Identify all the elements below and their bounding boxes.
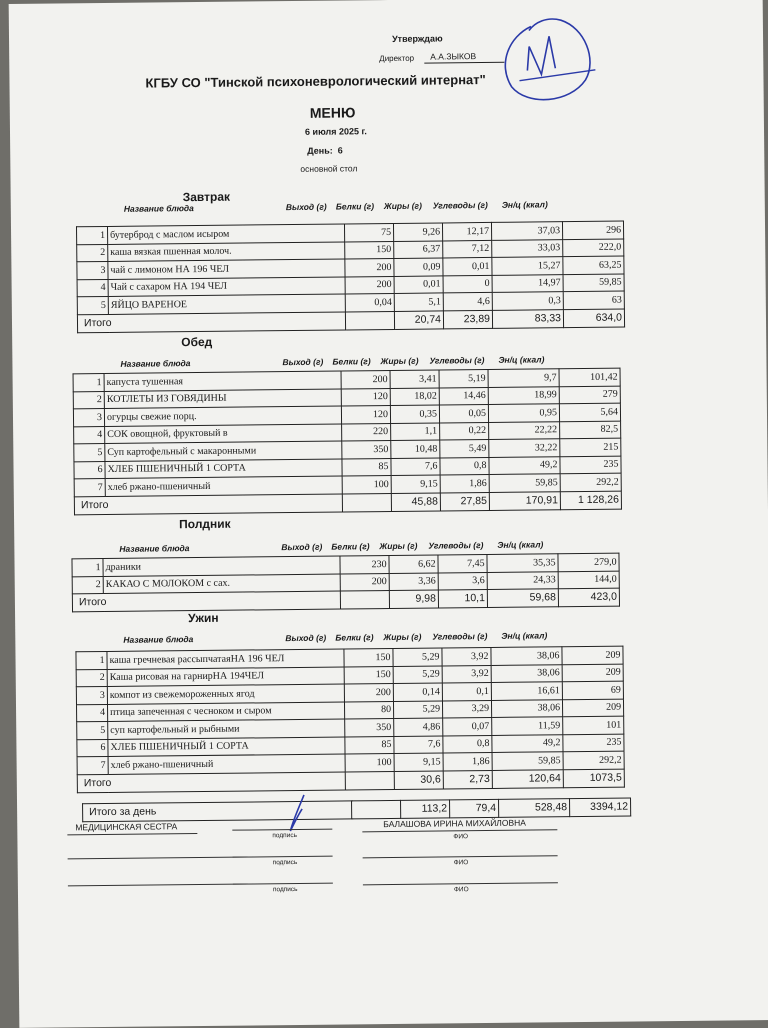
director-name: А.А.ЗЫКОВ [430,51,477,62]
dish-protein: 7,6 [394,735,443,753]
diet-type: основной стол [300,163,358,174]
dish-energy: 222,0 [563,239,624,257]
dish-carbs: 9,7 [488,369,559,387]
dish-energy: 215 [560,438,621,456]
dish-protein: 9,15 [394,753,443,771]
dish-output: 150 [344,666,393,684]
dish-output: 100 [345,753,394,771]
meal-total-output [342,493,391,512]
dish-fat: 3,92 [442,647,491,665]
day-total-output [352,800,401,819]
dish-protein: 0,09 [394,258,443,276]
dish-fat: 3,6 [438,572,487,590]
dish-name: ХЛЕБ ПШЕНИЧНЫЙ 1 СОРТА [108,736,345,756]
dish-name: каша гречневая рассыпчатаяНА 196 ЧЕЛ [107,649,344,669]
meal-total-label: Итого [74,494,342,515]
day-total-row [83,798,631,822]
column-header-carbs: Углеводы (г) [429,355,485,366]
meal-total-label: Итого [77,311,345,332]
dish-carbs: 59,85 [492,752,563,770]
dish-carbs: 49,2 [492,734,563,752]
dish-protein: 0,14 [393,683,442,701]
dish-protein: 7,6 [391,457,440,475]
dish-number: 3 [73,408,104,426]
dish-name: компот из свежемороженных ягод [107,684,344,704]
column-header-name: Название блюда [123,634,194,645]
dish-carbs: 38,06 [491,699,562,717]
dish-fat: 3,92 [442,665,491,683]
meal-total-carbs: 59,68 [487,589,558,608]
role-line-2 [68,857,248,860]
dish-fat: 12,17 [442,222,491,240]
dish-energy: 209 [562,699,623,717]
dish-output: 150 [344,648,393,666]
meal-total-protein: 20,74 [394,310,443,329]
dish-name: КОТЛЕТЫ ИЗ ГОВЯДИНЫ [104,389,341,409]
dish-number: 7 [77,756,108,774]
dish-name: Каша рисовая на гарнирНА 194ЧЕЛ [107,666,344,686]
column-header-fat: Жиры (г) [379,540,418,552]
dish-number: 1 [73,373,104,391]
dish-carbs: 49,2 [489,456,560,474]
column-header-fat: Жиры (г) [380,355,419,367]
dish-number: 4 [76,704,107,722]
dish-output: 350 [345,718,394,736]
dish-energy: 5,64 [559,403,620,421]
menu-day [307,145,343,155]
dish-number: 2 [76,669,107,687]
dish-name: птица запеченная с чесноком и сыром [107,701,344,721]
dish-fat: 4,6 [443,292,492,310]
sign-line-3 [233,883,333,885]
dish-carbs: 33,03 [492,239,563,257]
meal-table [75,646,624,793]
role-line-3 [68,884,248,887]
dish-energy: 279 [559,386,620,404]
dish-fat: 0,05 [439,404,488,422]
dish-protein: 10,48 [391,440,440,458]
meal-total-carbs: 170,91 [489,491,560,510]
dish-fat: 1,86 [443,752,492,770]
dish-energy: 279,0 [558,553,619,571]
dish-output: 200 [345,258,394,276]
column-header-protein: Белки (г) [331,541,370,552]
dish-name: Чай с сахаром НА 194 ЧЕЛ [108,276,345,296]
dish-output: 200 [340,573,389,591]
meal-total-protein: 9,98 [389,590,438,609]
dish-fat: 0,22 [440,422,489,440]
nurse-name-line [362,829,557,832]
meal-total-energy: 423,0 [558,588,619,607]
meal-table [73,368,622,515]
dish-number: 6 [74,461,105,479]
dish-number: 5 [77,721,108,739]
dish-energy: 101,42 [559,368,620,386]
dish-energy: 101 [563,716,624,734]
dish-protein: 6,62 [389,555,438,573]
dish-energy: 63 [563,291,624,309]
meal-total-fat: 23,89 [443,310,492,329]
day-total-table [82,798,631,823]
dish-fat: 0 [443,275,492,293]
dish-number: 7 [74,478,105,496]
dish-carbs: 38,06 [491,664,562,682]
meal-total-protein: 30,6 [394,770,443,789]
meal-total-output [340,591,389,610]
dish-name: ЯЙЦО ВАРЕНОЕ [108,294,345,314]
dish-number: 4 [74,426,105,444]
dish-output: 200 [344,683,393,701]
meal-total-label: Итого [72,591,340,612]
dish-fat: 0,8 [443,735,492,753]
dish-energy: 69 [562,681,623,699]
dish-energy: 235 [563,734,624,752]
meal-total-energy: 634,0 [563,309,624,328]
dish-output: 75 [344,223,393,241]
dish-protein: 5,29 [393,700,442,718]
column-header-output: Выход (г) [281,541,323,553]
dish-fat: 0,1 [442,682,491,700]
column-header-carbs: Углеводы (г) [432,630,488,642]
dish-number: 5 [74,443,105,461]
dish-output: 85 [345,736,394,754]
meal-total-label: Итого [77,771,345,792]
dish-number: 2 [77,244,108,262]
sign-caption-1: подпись [272,832,297,840]
dish-fat: 0,8 [440,457,489,475]
dish-energy: 59,85 [563,274,624,292]
day-label: День: [307,145,333,156]
dish-number: 4 [77,279,108,297]
dish-energy: 209 [562,664,623,682]
meal-total-protein: 45,88 [391,492,440,511]
dish-output: 220 [342,423,391,441]
dish-number: 3 [76,686,107,704]
column-header-carbs: Углеводы (г) [428,540,484,551]
day-value: 6 [337,145,343,156]
dish-protein: 5,29 [393,648,442,666]
dish-name: каша вязкая пшенная молоч. [108,241,345,261]
column-header-protein: Белки (г) [335,201,375,212]
dish-energy: 209 [562,646,623,664]
fio-caption-2: ФИО [453,859,469,867]
column-header-fat: Жиры (г) [383,631,422,643]
day-total-carbs: 528,48 [499,799,570,818]
dish-protein: 5,1 [394,293,443,311]
director-label: Директор [379,53,415,64]
meal-table [76,221,625,333]
dish-number: 2 [72,576,103,594]
dish-name: капуста тушенная [104,371,341,391]
dish-output: 80 [344,701,393,719]
dish-fat: 7,12 [443,240,492,258]
dish-carbs: 11,59 [492,717,563,735]
dish-number: 1 [76,226,107,244]
column-header-protein: Белки (г) [332,356,371,367]
dish-number: 1 [76,651,107,669]
dish-carbs: 37,03 [491,222,562,240]
meal-total-fat: 2,73 [443,770,492,789]
dish-output: 120 [341,406,390,424]
dish-carbs: 18,99 [488,386,559,404]
menu-date: 6 июля 2025 г. [304,126,367,137]
dish-carbs: 24,33 [487,571,558,589]
dish-protein: 0,01 [394,275,443,293]
dish-protein: 3,36 [389,573,438,591]
column-header-name: Название блюда [119,543,190,554]
dish-name: хлеб ржано-пшеничный [105,476,342,496]
dish-name: КАКАО С МОЛОКОМ с сах. [103,574,340,594]
document-title: МЕНЮ [309,104,356,121]
dish-output: 85 [342,458,391,476]
dish-output: 350 [342,440,391,458]
meal-title: Обед [181,334,213,350]
sign-caption-3: подпись [272,885,298,894]
dish-fat: 0,07 [443,717,492,735]
meal-table [71,553,620,613]
dish-fat: 3,29 [442,700,491,718]
dish-name: СОК овощной, фруктовый в [105,424,342,444]
column-header-output: Выход (г) [285,201,327,213]
dish-number: 6 [77,739,108,757]
dish-carbs: 0,95 [488,404,559,422]
dish-name: Суп картофельный с макаронными [105,441,342,461]
meal-total-carbs: 120,64 [492,769,563,788]
dish-name: чай с лимоном НА 196 ЧЕЛ [108,259,345,279]
dish-carbs: 16,61 [491,682,562,700]
dish-carbs: 0,3 [492,292,563,310]
dish-number: 3 [77,261,108,279]
dish-energy: 63,25 [563,256,624,274]
dish-name: ХЛЕБ ПШЕНИЧНЫЙ 1 СОРТА [105,459,342,479]
dish-protein: 1,1 [391,422,440,440]
sign-caption-2: подпись [272,859,298,867]
day-total-fat: 79,4 [450,799,499,818]
nurse-name: БАЛАШОВА ИРИНА МИХАЙЛОВНА [383,817,526,830]
dish-protein: 6,37 [394,240,443,258]
organization-name: КГБУ СО "Тинской психоневрологический интернат" [145,71,486,91]
column-header-output: Выход (г) [282,356,324,368]
dish-fat: 1,86 [440,474,489,492]
name-line-2 [363,855,558,858]
dish-energy: 292,2 [560,473,621,491]
dish-carbs: 15,27 [492,257,563,275]
dish-name: хлеб ржано-пшеничный [108,754,345,774]
dish-output: 200 [345,276,394,294]
dish-energy: 296 [562,221,623,239]
menu-document [9,0,768,1028]
dish-protein: 4,86 [394,718,443,736]
meal-total-fat: 27,85 [440,492,489,511]
column-header-protein: Белки (г) [335,632,374,643]
meal-total-carbs: 83,33 [492,309,563,328]
dish-output: 100 [342,475,391,493]
dish-fat: 14,46 [439,387,488,405]
column-header-energy: Эн/ц (ккал) [501,630,548,641]
meal-title: Полдник [179,516,231,532]
dish-carbs: 14,97 [492,274,563,292]
column-header-fat: Жиры (г) [383,200,422,212]
dish-energy: 144,0 [558,571,619,589]
dish-name: суп картофельный и рыбными [108,719,345,739]
meal-title: Ужин [188,610,219,626]
dish-number: 2 [73,391,104,409]
column-header-name: Название блюда [120,358,191,369]
meal-title: Завтрак [182,189,231,205]
day-total-label: Итого за день [83,801,352,822]
column-header-energy: Эн/ц (ккал) [498,354,545,365]
dish-output: 230 [340,556,389,574]
column-header-name: Название блюда [123,203,194,214]
dish-output: 200 [341,371,390,389]
dish-protein: 9,15 [391,475,440,493]
director-signature [489,8,610,109]
dish-energy: 235 [560,456,621,474]
meal-total-energy: 1073,5 [563,769,624,788]
dish-name: огурцы свежие порц. [104,406,341,426]
name-line-3 [363,882,558,885]
dish-number: 5 [77,296,108,314]
meal-total-output [345,311,394,330]
approve-label: Утверждаю [391,33,443,44]
dish-energy: 82,5 [560,421,621,439]
dish-protein: 9,26 [393,223,442,241]
nurse-role-line [67,833,197,835]
column-header-energy: Эн/ц (ккал) [501,199,548,210]
meal-total-energy: 1 128,26 [560,491,621,510]
column-header-carbs: Углеводы (г) [432,199,488,211]
dish-fat: 7,45 [438,554,487,572]
dish-energy: 292,2 [563,751,624,769]
sign-line-2 [233,856,333,858]
dish-fat: 5,49 [440,439,489,457]
fio-caption-1: ФИО [453,833,469,841]
dish-output: 0,04 [345,293,394,311]
meal-total-output [345,771,394,790]
dish-carbs: 35,35 [487,554,558,572]
column-header-output: Выход (г) [285,632,327,644]
dish-carbs: 59,85 [489,474,560,492]
dish-protein: 18,02 [390,387,439,405]
meal-total-fat: 10,1 [438,589,487,608]
dish-protein: 3,41 [390,370,439,388]
dish-output: 150 [345,241,394,259]
dish-name: бутерброд с маслом исыром [107,224,344,244]
day-total-protein: 113,2 [401,800,450,819]
dish-fat: 5,19 [439,369,488,387]
dish-protein: 5,29 [393,665,442,683]
dish-fat: 0,01 [443,257,492,275]
dish-protein: 0,35 [390,405,439,423]
dish-carbs: 38,06 [491,647,562,665]
dish-name: драники [103,556,340,576]
dish-number: 1 [72,559,103,577]
dish-carbs: 22,22 [489,421,560,439]
fio-caption-3: ФИО [453,886,469,894]
dish-carbs: 32,22 [489,439,560,457]
dish-output: 120 [341,388,390,406]
column-header-energy: Эн/ц (ккал) [497,539,544,550]
day-total-energy: 3394,12 [570,798,631,817]
nurse-role: МЕДИЦИНСКАЯ СЕСТРА [75,821,178,833]
